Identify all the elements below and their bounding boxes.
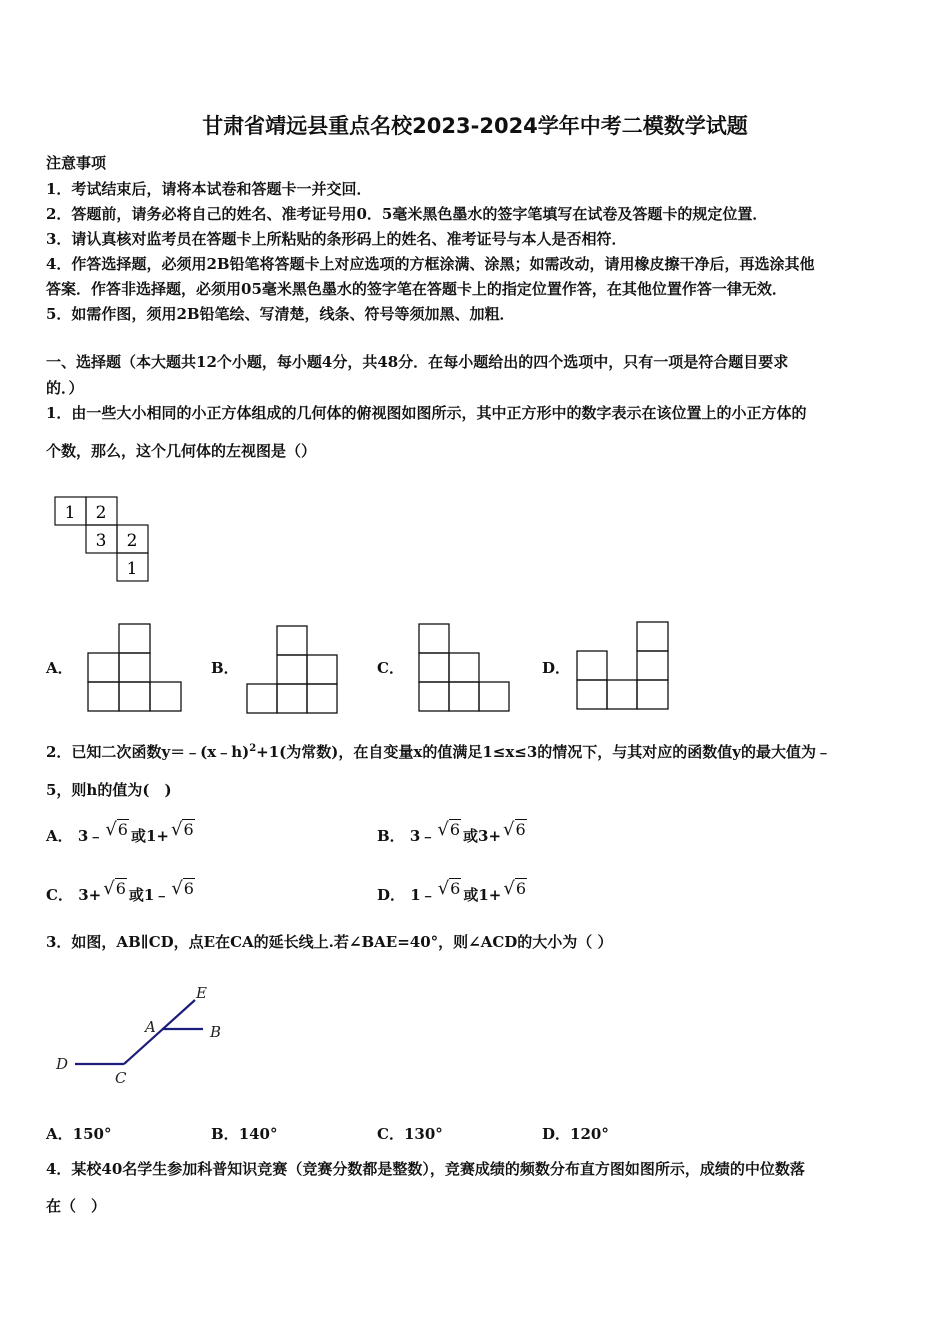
sqrt-symbol: √6 — [503, 878, 527, 899]
point-label-e: E — [196, 984, 207, 1002]
q1-option-d-label[interactable]: D． — [542, 659, 571, 677]
q2-text-cont: 5，则h的值为( ) — [46, 781, 172, 799]
point-label-b: B — [210, 1023, 222, 1041]
notice-item: 5．如需作图，须用2B铅笔绘、写清楚，线条、符号等须加黑、加粗． — [46, 305, 515, 323]
q3-option-b[interactable]: B．140° — [211, 1125, 278, 1143]
q1-option-a-figure[interactable] — [86, 622, 184, 714]
q1-text-cont: 个数，那么，这个几何体的左视图是（） — [46, 442, 317, 460]
notice-item: 3．请认真核对监考员在答题卡上所粘贴的条形码上的姓名、准考证号与本人是否相符． — [46, 230, 627, 248]
q1-option-c-figure[interactable] — [416, 622, 514, 714]
point-label-a: A — [145, 1018, 156, 1036]
notice-item: 2．答题前，请务必将自己的姓名、准考证号用0．5毫米黑色墨水的签字笔填写在试卷及答题卡的规定位置． — [46, 205, 768, 223]
q4-text-cont: 在（ ） — [46, 1197, 107, 1215]
notice-item: 1．考试结束后，请将本试卷和答题卡一并交回． — [46, 180, 372, 198]
sqrt-symbol: √6 — [105, 819, 128, 840]
section-heading-cont: 的．） — [46, 379, 84, 397]
notice-heading: 注意事项 — [46, 154, 107, 172]
q2-option-b[interactable]: B． 3﹣ √6 或3+ √6 — [377, 819, 526, 845]
point-label-d: D — [56, 1055, 69, 1073]
q2-option-a[interactable]: A． 3﹣ √6 或1+ √6 — [46, 819, 194, 845]
q2-text: 2．已知二次函数y＝﹣(x﹣h)$^2$+1(为常数)，在自变量x的值满足1≤x≤3的情况下，与其对应的函数值y的最大值为﹣ — [46, 743, 831, 761]
sqrt-symbol: √6 — [103, 878, 126, 899]
q2-option-c[interactable]: C． 3+ √6 或1﹣ √6 — [46, 878, 194, 904]
notice-item: 4．作答选择题，必须用2B铅笔将答题卡上对应选项的方框涂满、涂黑；如需改动，请用橡皮擦干净后，再选涂其他 — [46, 255, 815, 273]
notice-item: 答案．作答非选择题，必须用05毫米黑色墨水的签字笔在答题卡上的指定位置作答，在其他位置作答一律无效． — [46, 280, 787, 298]
grid-cell-number: 2 — [126, 531, 138, 551]
grid-cell-number: 1 — [64, 503, 76, 523]
sqrt-symbol: √6 — [503, 819, 526, 840]
q1-top-view-grid — [50, 494, 160, 586]
q1-option-b-figure[interactable] — [244, 624, 340, 716]
q3-option-d[interactable]: D．120° — [542, 1125, 609, 1143]
page-title: 甘肃省靖远县重点名校2023-2024学年中考二模数学试题 — [202, 114, 748, 138]
grid-cell-number: 1 — [126, 559, 138, 579]
q1-option-d-figure[interactable] — [574, 620, 672, 712]
sqrt-symbol: √6 — [437, 819, 461, 840]
sqrt-symbol: √6 — [171, 878, 194, 899]
grid-cell-number: 3 — [95, 531, 107, 551]
q1-option-a-label[interactable]: A． — [46, 659, 73, 677]
q1-text: 1．由一些大小相同的小正方体组成的几何体的俯视图如图所示，其中正方形中的数字表示在该位置上的小正方体的 — [46, 404, 807, 422]
section-heading: 一、选择题（本大题共12个小题，每小题4分，共48分．在每小题给出的四个选项中，只有一项是符合题目要求 — [46, 353, 789, 371]
q3-geometry-figure — [50, 980, 240, 1090]
sqrt-symbol: √6 — [171, 819, 194, 840]
q1-option-c-label[interactable]: C． — [377, 659, 404, 677]
q2-option-d[interactable]: D． 1﹣ √6 或1+ √6 — [377, 878, 527, 904]
q4-text: 4．某校40名学生参加科普知识竞赛（竞赛分数都是整数），竞赛成绩的频数分布直方图如图所示，成绩的中位数落 — [46, 1160, 805, 1178]
sqrt-symbol: √6 — [437, 878, 461, 899]
q3-option-a[interactable]: A．150° — [46, 1125, 112, 1143]
point-label-c: C — [115, 1069, 127, 1087]
q1-option-b-label[interactable]: B． — [211, 659, 239, 677]
q3-option-c[interactable]: C．130° — [377, 1125, 443, 1143]
grid-cell-number: 2 — [95, 503, 107, 523]
q3-text: 3．如图，AB∥CD，点E在CA的延长线上.若∠BAE=40°，则∠ACD的大小为（ ） — [46, 933, 613, 951]
